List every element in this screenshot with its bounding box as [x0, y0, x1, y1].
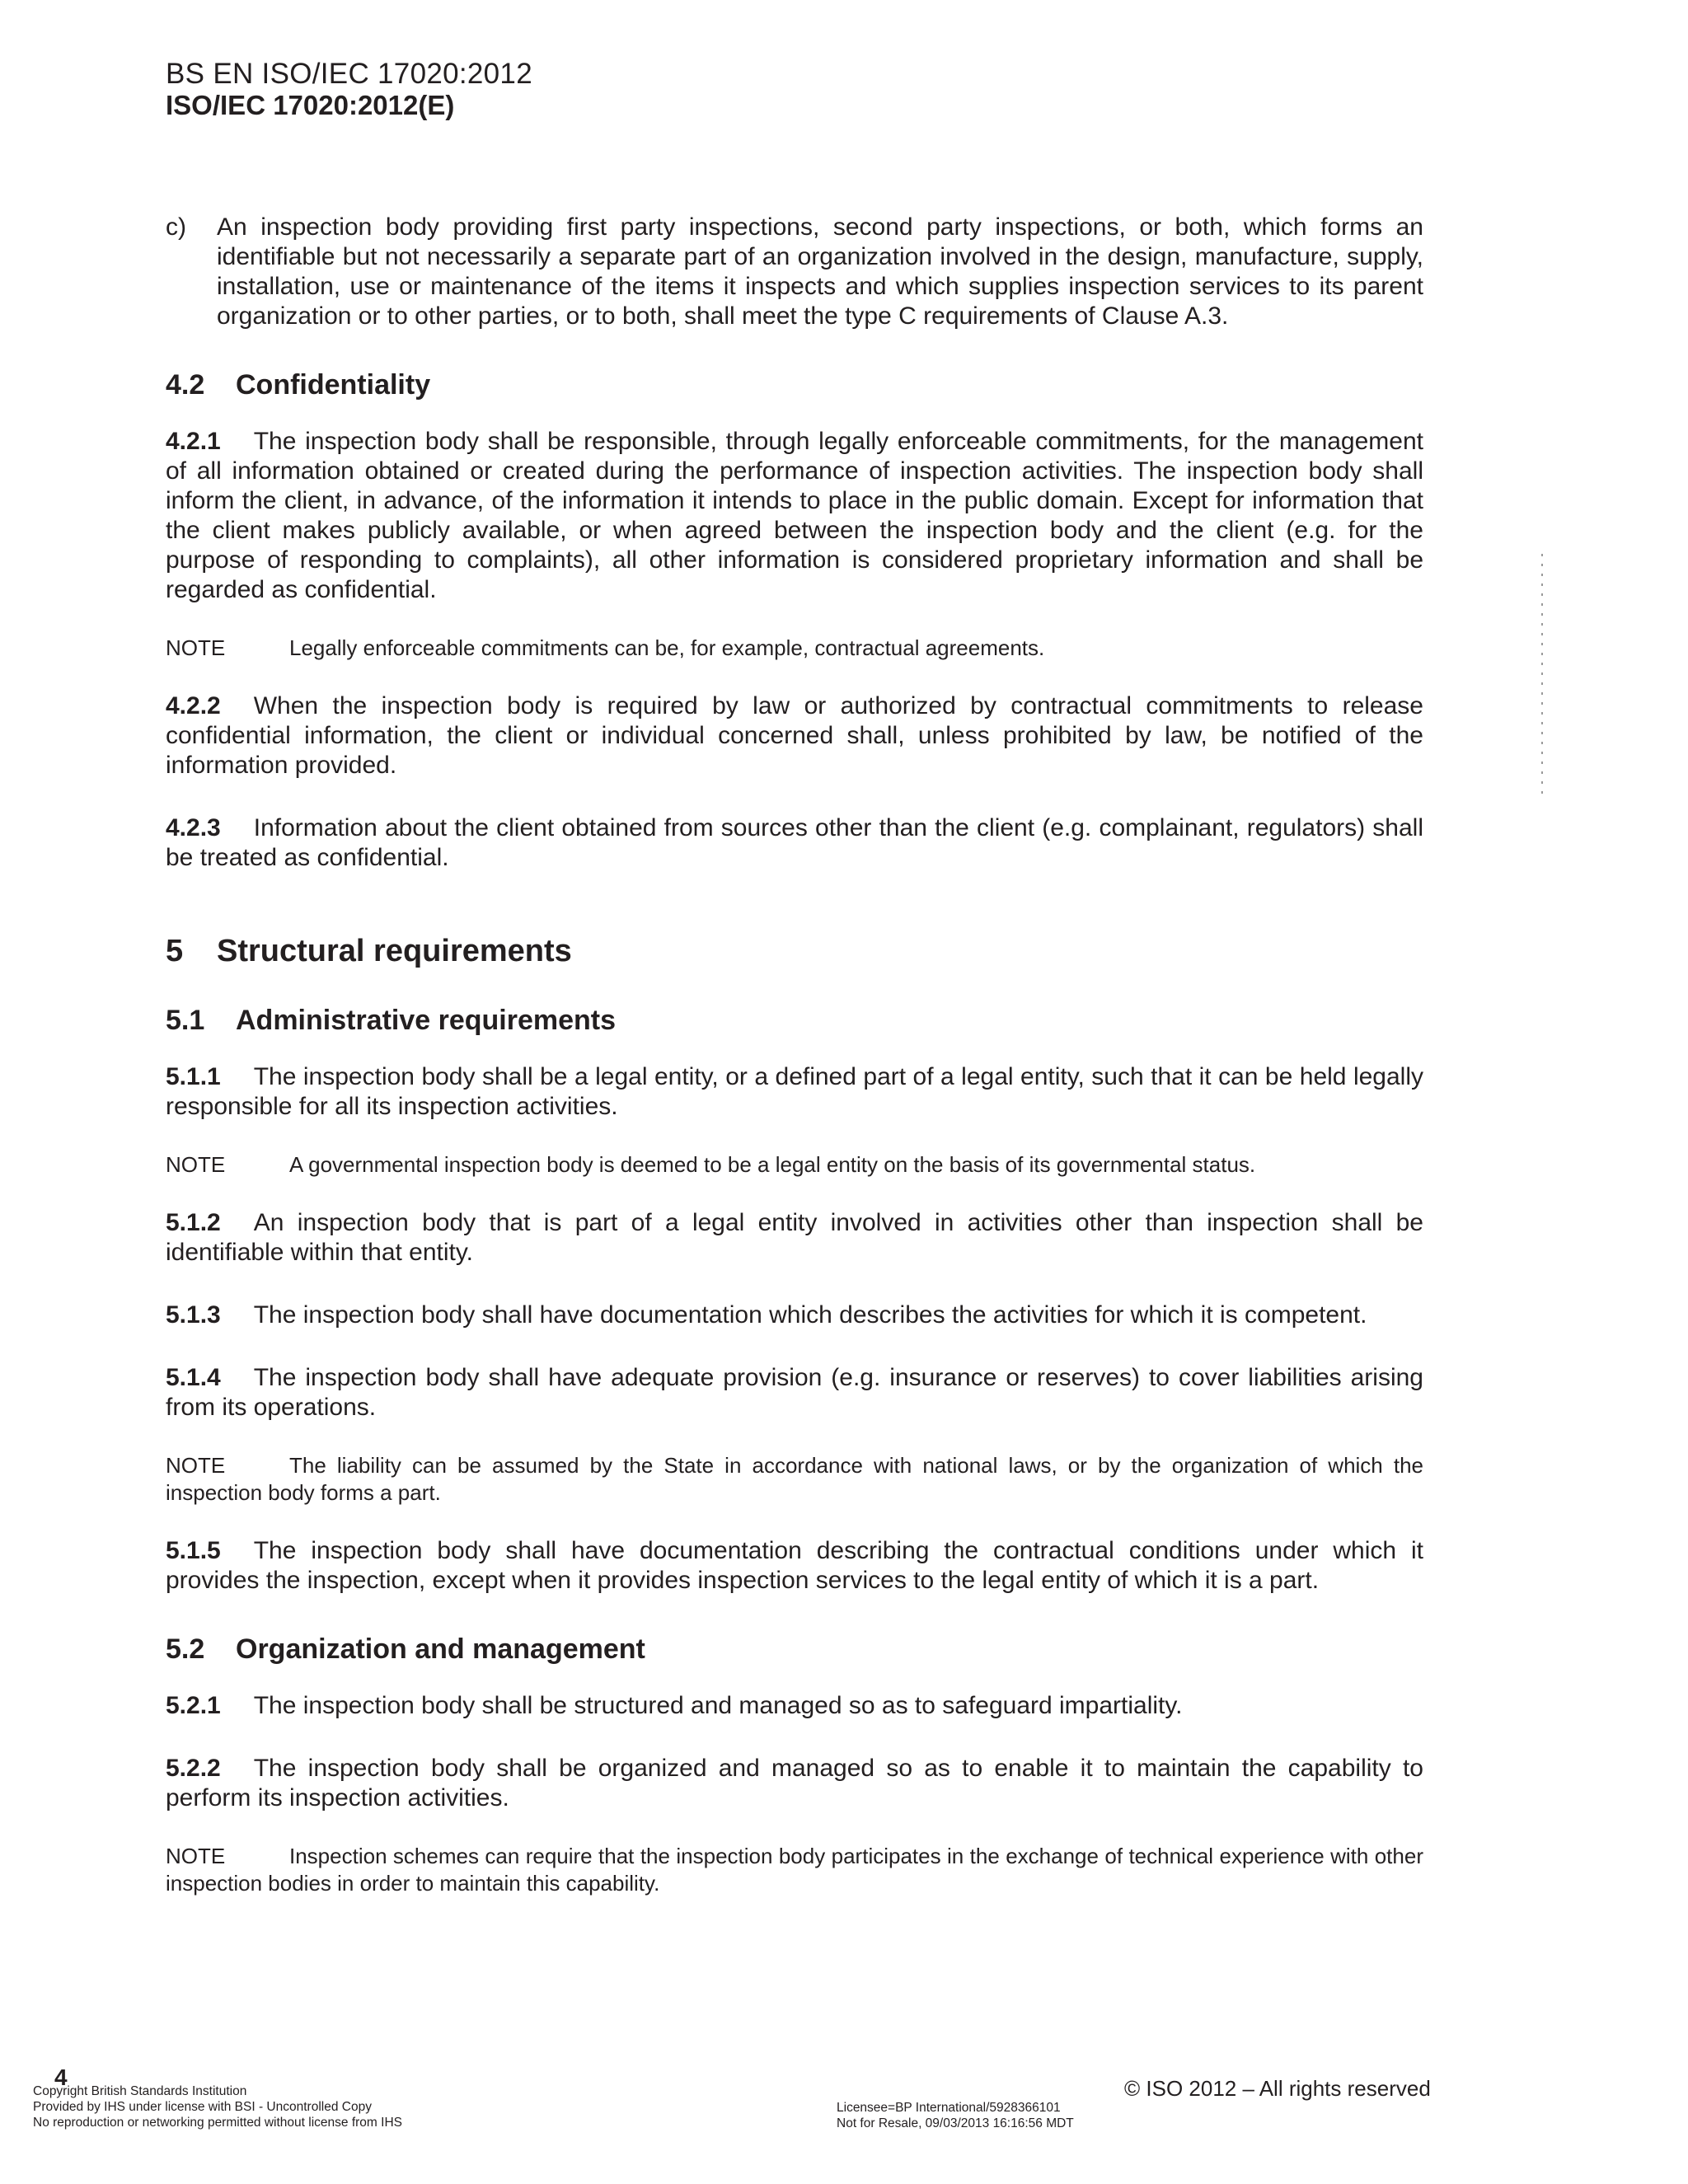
clause-number: 5.1.5	[166, 1537, 221, 1564]
section-number: 5.1	[166, 1005, 205, 1036]
clause-text: An inspection body that is part of a legal entity involved in activities other than inspection shall be identifiable within that entity.	[166, 1209, 1423, 1266]
clause-4-2-3	[166, 813, 1423, 873]
clause-text: The inspection body shall be structured and managed so as to safeguard impartiality.	[253, 1692, 1183, 1719]
clause-number: 5.2.2	[166, 1755, 221, 1782]
clause-number: 5.1.3	[166, 1301, 221, 1329]
clause-5-1-5	[166, 1536, 1423, 1596]
footer-line: Licensee=BP International/5928366101	[837, 2101, 1061, 2115]
section-number: 5	[166, 934, 184, 968]
section-title: Confidentiality	[236, 369, 431, 401]
clause-5-1-4	[166, 1363, 1423, 1422]
clause-number: 5.1.4	[166, 1364, 221, 1391]
note-label: NOTE	[166, 1152, 226, 1177]
section-heading-5-1	[166, 1003, 1423, 1038]
note-5-2-2	[166, 1843, 1423, 1897]
clause-text: When the inspection body is required by law or authorized by contractual commitments to release confidential information, the client or individual concerned shall, unless prohibited by law, be notified of the information provided.	[166, 692, 1423, 779]
footer-line: Not for Resale, 09/03/2013 16:16:56 MDT	[837, 2116, 1074, 2130]
section-heading-5-2	[166, 1632, 1423, 1666]
copyright-notice: © ISO 2012 – All rights reserved	[1124, 2076, 1431, 2101]
clause-number: 5.1.1	[166, 1063, 221, 1090]
clause-4-2-1	[166, 427, 1423, 605]
clause-text: The inspection body shall be a legal entity, or a defined part of a legal entity, such that it can be held legally responsible for all its inspection activities.	[166, 1063, 1423, 1120]
clause-number: 5.1.2	[166, 1209, 221, 1236]
clause-5-1-3	[166, 1301, 1423, 1330]
clause-number: 4.2.3	[166, 814, 221, 841]
page-number: 4	[54, 2064, 68, 2090]
section-heading-4-2	[166, 368, 1423, 402]
note-5-1-1	[166, 1151, 1423, 1179]
clause-text: The inspection body shall have documentation describing the contractual conditions under which it provides the inspection, except when it provides inspection services to the legal entity of which it is a part.	[166, 1537, 1423, 1594]
note-5-1-4	[166, 1452, 1423, 1507]
clause-5-1-2	[166, 1208, 1423, 1268]
clause-text: The inspection body shall have adequate provision (e.g. insurance or reserves) to cover liabilities arising from its operations.	[166, 1364, 1423, 1421]
section-number: 4.2	[166, 369, 205, 401]
list-item-text: An inspection body providing first party inspections, second party inspections, or both, which forms an identifiable but not necessarily a separate part of an organization involved in the design, manufacture, supply, installation, use or maintenance of the items it inspects and which supplies inspection services to its parent organization or to other parties, or to both, shall meet the type C requirements of Clause A.3.	[217, 213, 1423, 330]
clause-5-2-1	[166, 1691, 1423, 1721]
note-text: A governmental inspection body is deemed to be a legal entity on the basis of its governmental status.	[289, 1152, 1256, 1177]
clause-text: The inspection body shall be responsible, through legally enforceable commitments, for the management of all information obtained or created during the performance of inspection activities. The inspection body shall inform the client, in advance, of the information it intends to place in the public domain. Except for information that the client makes publicly available, or when agreed between the inspection body and the client (e.g. for the purpose of responding to complaints), all other information is considered proprietary information and shall be regarded as confidential.	[166, 428, 1423, 603]
clause-5-1-1	[166, 1062, 1423, 1122]
clause-number: 5.2.1	[166, 1692, 221, 1719]
note-label: NOTE	[166, 635, 226, 660]
section-title: Structural requirements	[217, 934, 572, 968]
document-standard-id: ISO/IEC 17020:2012(E)	[166, 90, 455, 120]
clause-number: 4.2.1	[166, 428, 221, 455]
list-item-c	[166, 213, 1423, 331]
footer-line: No reproduction or networking permitted without license from IHS	[33, 2116, 402, 2130]
license-footer-left	[33, 2083, 402, 2130]
section-number: 5.2	[166, 1633, 205, 1665]
note-label: NOTE	[166, 1453, 226, 1478]
note-4-2-1	[166, 635, 1423, 662]
note-text: Inspection schemes can require that the inspection body participates in the exchange of technical experience with other inspection bodies in order to maintain this capability.	[166, 1844, 1423, 1896]
section-title: Organization and management	[236, 1633, 645, 1665]
list-item-label: c)	[166, 213, 186, 241]
clause-text: The inspection body shall have documentation which describes the activities for which it is competent.	[253, 1301, 1367, 1329]
clause-text: The inspection body shall be organized and managed so as to enable it to maintain the capability to perform its inspection activities.	[166, 1755, 1423, 1811]
footer-line: Provided by IHS under license with BSI - Uncontrolled Copy	[33, 2100, 372, 2114]
document-designation: BS EN ISO/IEC 17020:2012	[166, 58, 532, 90]
note-label: NOTE	[166, 1844, 226, 1868]
section-title: Administrative requirements	[236, 1005, 617, 1036]
clause-text: Information about the client obtained from sources other than the client (e.g. complainant, regulators) shall be treated as confidential.	[166, 814, 1423, 871]
document-body	[166, 213, 1423, 1897]
note-text: The liability can be assumed by the State in accordance with national laws, or by the organization of which the inspection body forms a part.	[166, 1453, 1423, 1505]
license-footer-middle	[837, 2100, 1074, 2131]
section-heading-5	[166, 932, 1423, 970]
clause-5-2-2	[166, 1754, 1423, 1813]
note-text: Legally enforceable commitments can be, for example, contractual agreements.	[289, 635, 1045, 660]
margin-scan-marks	[1541, 554, 1543, 801]
clause-number: 4.2.2	[166, 692, 221, 719]
clause-4-2-2	[166, 691, 1423, 780]
footer-line: Copyright British Standards Institution	[33, 2084, 247, 2098]
